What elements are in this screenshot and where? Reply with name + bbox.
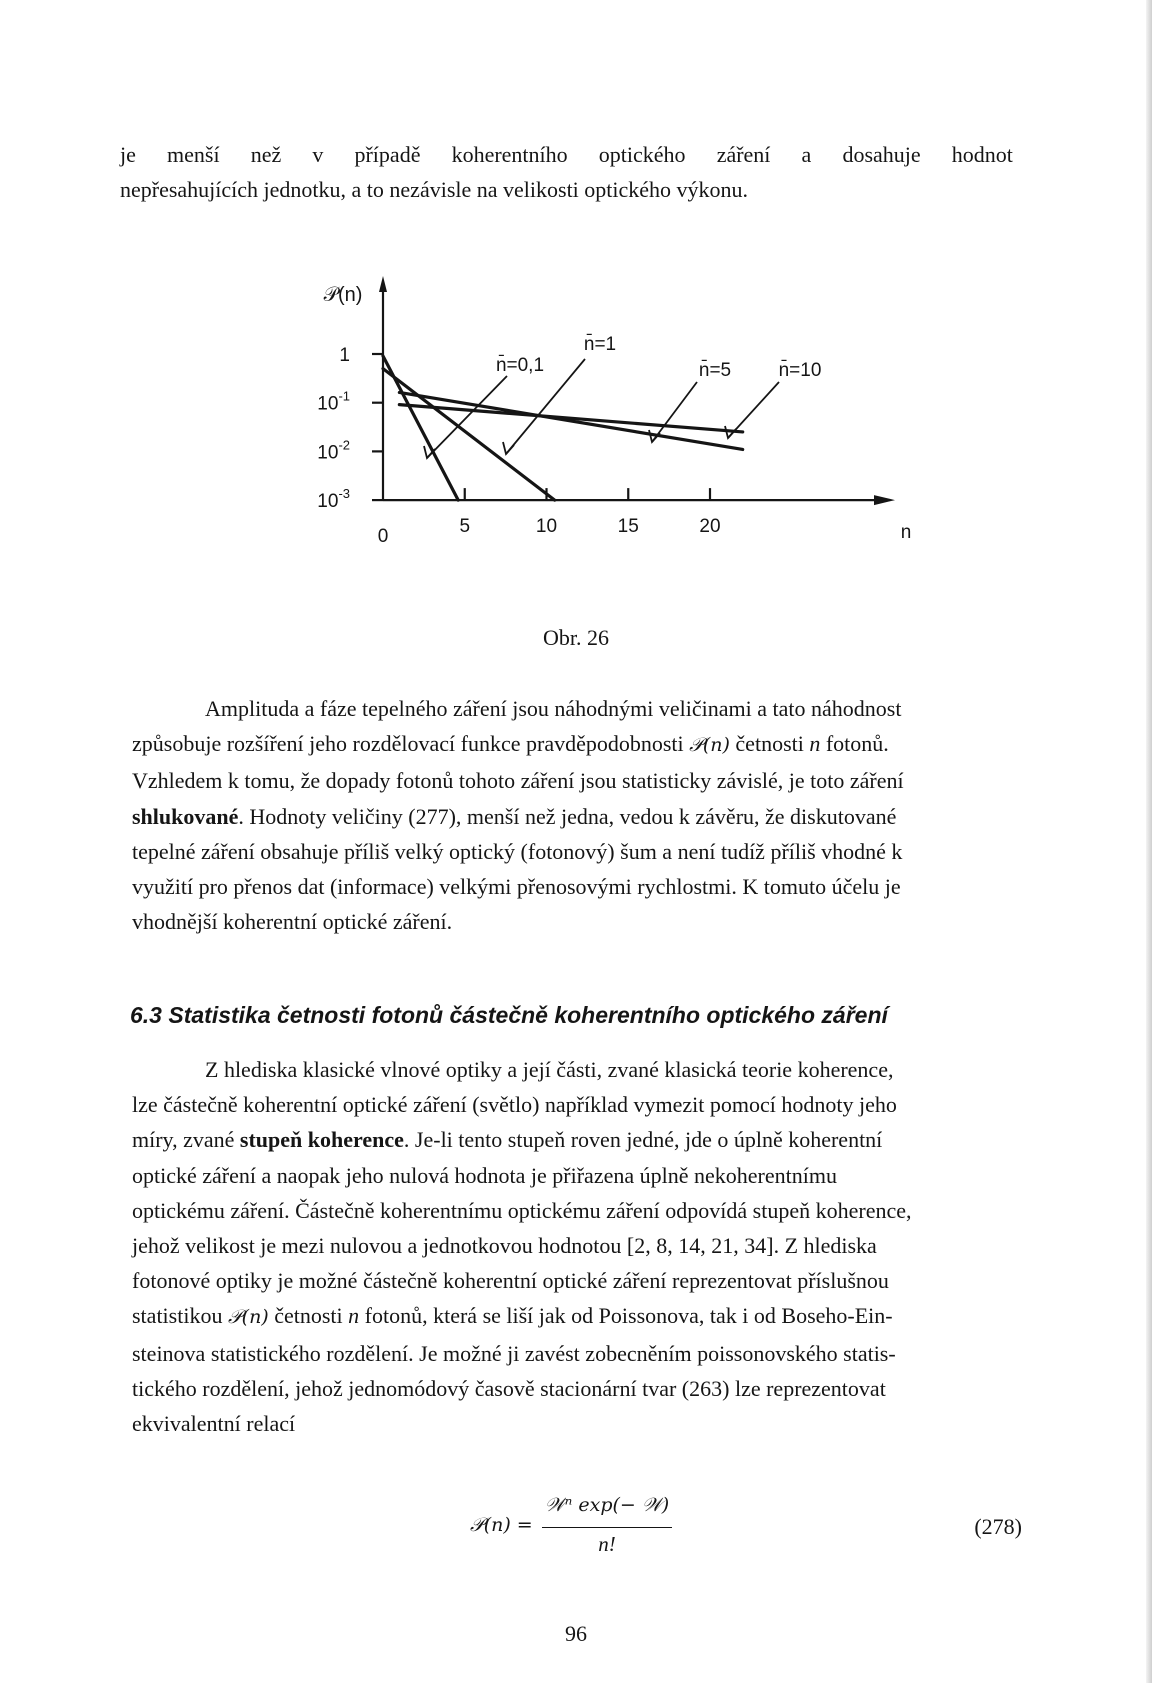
text-run: míry, zvané (132, 1127, 235, 1153)
curve-label: n̄=10 (778, 360, 822, 381)
x-tick-label: 10 (535, 516, 558, 538)
probability-symbol: 𝒫(n) (227, 1306, 269, 1329)
paragraph-line (132, 726, 1020, 763)
photon-count-symbol: n (348, 1303, 360, 1329)
paragraph-thermal (132, 691, 1020, 939)
paragraph-line: lze částečně koherentní optické záření (světlo) například vymezit pomocí hodnoty jeho (132, 1092, 897, 1118)
series-line (399, 405, 742, 432)
paragraph-line: optické záření a naopak jeho nulová hodnota je přiřazena úplně nekoherentnímu (132, 1162, 837, 1188)
word: než (250, 142, 282, 167)
figure-caption: Obr. 26 (543, 625, 609, 650)
word: menší (167, 142, 220, 167)
text-run: fotonů, která se liší jak od Poissonova, tak i od Boseho-Ein- (364, 1303, 893, 1329)
x-tick-label: 0 (377, 526, 389, 548)
leader-arrow-icon (503, 442, 514, 454)
text-run: četnosti (735, 731, 804, 757)
series-line (383, 369, 555, 500)
word: případě (354, 142, 421, 167)
y-axis-arrowhead-icon (379, 276, 387, 292)
paragraph-partial-coherence (132, 1052, 1020, 1441)
y-tick-exponent: -1 (338, 388, 350, 404)
paragraph-line: tického rozdělení, jehož jednomódový časově stacionární tvar (263) lze reprezentovat (132, 1375, 886, 1401)
y-tick-label (317, 437, 350, 463)
curve-label: n̄=1 (583, 334, 617, 355)
figure-chart (0, 0, 1152, 620)
paragraph-line: tepelné záření obsahuje příliš velký optický (fotonový) šum a není tudíž příliš vhodné k (132, 838, 903, 864)
term-degree-of-coherence: stupeň koherence (239, 1127, 404, 1153)
paragraph-line: optickému záření. Částečně koherentnímu optickému záření odpovídá stupeň koherence, (132, 1197, 912, 1223)
section-heading: 6.3 Statistika četnosti fotonů částečně koherentního optického záření (130, 1002, 888, 1028)
text-run: fotonů. (825, 731, 889, 757)
top-paragraph-line-2: nepřesahujících jednotku, a to nezávisle na velikosti optického výkonu. (120, 177, 749, 203)
equation-lhs: 𝒫(n) = (470, 1514, 533, 1536)
x-axis-label: n (900, 522, 912, 543)
paragraph-line: fotonové optiky je možné částečně koherentní optické záření reprezentovat příslušnou (132, 1268, 889, 1294)
paragraph-line: ekvivalentní relací (132, 1411, 296, 1437)
paragraph-line (132, 1122, 1020, 1157)
y-tick-label (317, 389, 350, 415)
x-tick-label: 5 (459, 516, 471, 538)
text-run: statistikou (132, 1303, 223, 1329)
equation-denominator: n! (598, 1532, 616, 1556)
y-tick-base: 10 (317, 442, 339, 464)
curve-leader-line (652, 382, 697, 442)
word: optického (598, 142, 686, 167)
paragraph-line: Amplituda a fáze tepelného záření jsou náhodnými veličinami a tato náhodnost (205, 696, 902, 721)
x-axis-arrowhead-icon (874, 495, 895, 505)
text-run: . Je-li tento stupeň roven jedné, jde o úplně koherentní (403, 1127, 883, 1153)
word: v (312, 142, 324, 167)
curve-leader-line (427, 376, 507, 458)
word: dosahuje (842, 142, 921, 167)
paragraph-line: Z hlediska klasické vlnové optiky a její části, zvané klasická teorie koherence, (205, 1057, 894, 1082)
paragraph-line: Vzhledem k tomu, že dopady fotonů tohoto záření jsou statisticky závislé, je toto záření (132, 768, 904, 794)
equation-number: (278) (974, 1514, 1022, 1539)
fraction-bar (542, 1527, 672, 1528)
word: a (801, 142, 812, 167)
probability-symbol: 𝒫(n) (689, 734, 730, 757)
y-tick-exponent: -3 (338, 486, 350, 502)
y-tick-exponent: -2 (338, 437, 350, 453)
text-run: . Hodnoty veličiny (277), menší než jedna, vedou k závěru, že diskutované (238, 803, 897, 829)
paragraph-line: steinova statistického rozdělení. Je možné ji zavést zobecněním poissonovského statis- (132, 1340, 896, 1366)
x-tick-label: 15 (617, 516, 639, 538)
text-run: četnosti (274, 1303, 343, 1329)
y-tick-base: 1 (339, 345, 350, 366)
text-run: způsobuje rozšíření jeho rozdělovací funkce pravděpodobnosti (132, 731, 684, 757)
equation-278 (470, 1494, 730, 1564)
word: je (120, 142, 136, 167)
paragraph-line: vhodnější koherentní optické záření. (132, 909, 453, 935)
photon-count-symbol: n (809, 731, 821, 757)
page-number: 96 (565, 1621, 587, 1646)
curve-label: n̄=0,1 (495, 355, 545, 376)
word: hodnot (951, 142, 1013, 167)
y-tick-label (317, 486, 350, 512)
term-bunched: shlukované (132, 803, 239, 829)
curve-label: n̄=5 (698, 360, 732, 381)
paragraph-line: jehož velikost je mezi nulovou a jednotkovou hodnotou [2, 8, 14, 21, 34]. Z hlediska (132, 1233, 877, 1259)
paragraph-line (132, 1298, 1020, 1335)
paragraph-line (132, 799, 1020, 834)
paragraph-line: využití pro přenos dat (informace) velkými přenosovými rychlostmi. K tomuto účelu je (132, 874, 901, 900)
y-tick-label (339, 345, 350, 366)
y-tick-base: 10 (317, 491, 339, 513)
word: koherentního (451, 142, 568, 167)
equation-numerator: 𝒲ⁿ exp(− 𝒲) (544, 1494, 670, 1516)
word: záření (716, 142, 771, 167)
y-axis-label: 𝒫(n) (323, 284, 363, 306)
x-tick-label: 20 (699, 516, 721, 538)
y-tick-base: 10 (317, 393, 339, 415)
